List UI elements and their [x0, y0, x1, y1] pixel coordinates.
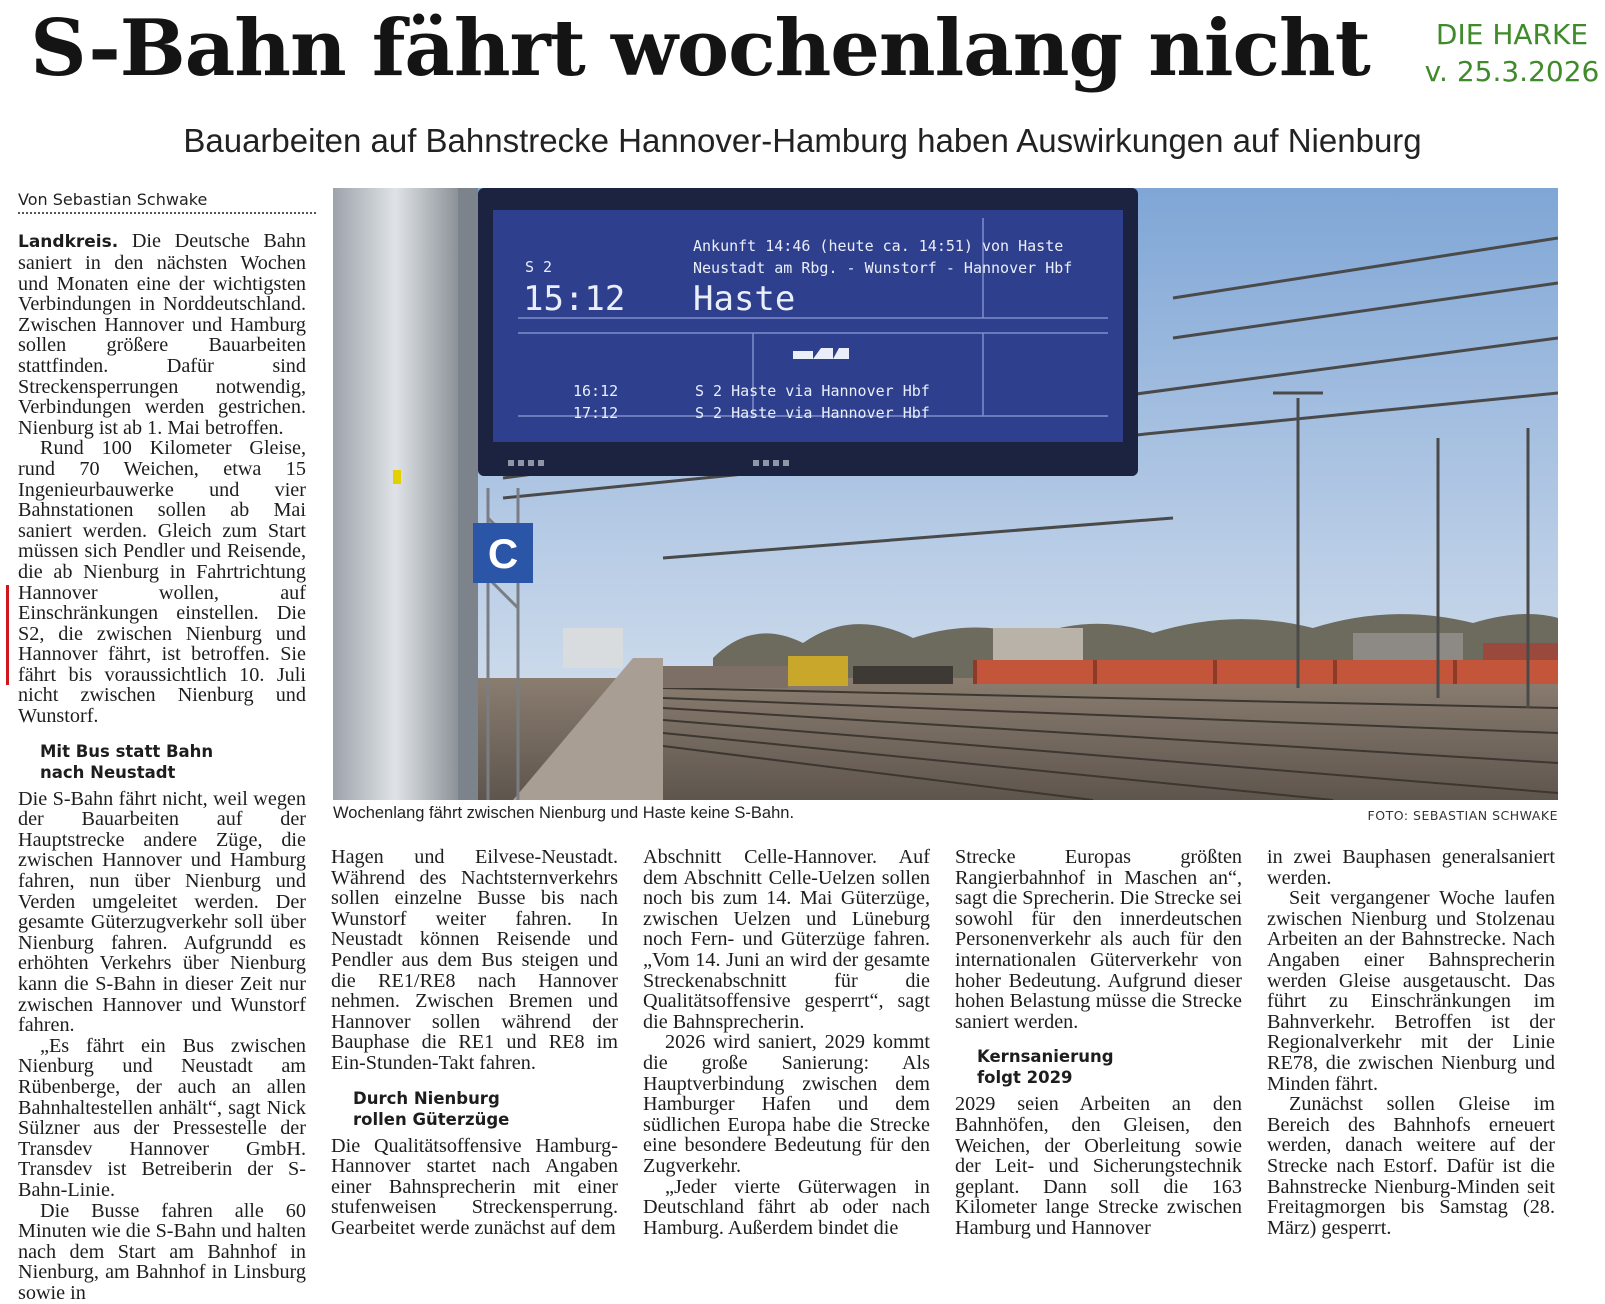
column-1	[18, 231, 306, 1304]
subheadline: Bauarbeiten auf Bahnstrecke Hannover-Hamburg haben Auswirkungen auf Nienburg	[183, 122, 1422, 159]
paragraph: Strecke Europas größten Rangierbahnhof in Maschen an“, sagt die Sprecherin. Die Strecke sei sowohl für den innerdeutschen Personenverkehr als auch für den internationalen Güterverkehr von hoher Bedeutung. Aufgrund dieser hohen Belastung müsse die Strecke saniert werden.	[955, 846, 1243, 1033]
board-destination: Haste	[693, 279, 796, 319]
source-label	[1422, 16, 1602, 90]
subheading: Durch Nienburg rollen Güterzüge	[353, 1088, 510, 1129]
board-info-2: Neustadt am Rbg. - Wunstorf - Hannover Hbf	[693, 259, 1073, 277]
paragraph: Abschnitt Celle-Hannover. Auf dem Abschnitt Celle-Uelzen sollen noch bis zum 14. Mai Güterzüge, zwischen Uelzen und Lüneburg noch Fern- und Güterzüge fahren. „Vom 14. Juni an wird der gesamte Streckenabschnitt für die Qualitätsoffensive gesperrt“, sagt die Bahnsprecherin.	[643, 846, 930, 1033]
board-next-text-1: S 2 Haste via Hannover Hbf	[695, 382, 930, 400]
paragraph: Die S-Bahn fährt nicht, weil wegen der Bauarbeiten auf der Hauptstrecke andere Züge, die zwischen Hannover und Hamburg fahren, nun über Nienburg und Verden umgeleitet werden. Der gesamte Güterzugverkehr soll über Nienburg fahren. Aufgrundd es erhöhten Verkehrs über Nienburg kann die S-Bahn in dieser Zeit nur zwischen Hannover und Wunstorf fahren.	[18, 787, 306, 1037]
article-photo	[333, 188, 1558, 800]
subheading: Kernsanierung folgt 2029	[977, 1047, 1114, 1088]
paragraph: Seit vergangener Woche laufen zwischen Nienburg und Stolzenau Arbeiten an der Bahnstrecke. Nach Angaben einer Bahnsprecherin werden Gleise ausgetauscht. Das führt zu Einschränkungen im Bahnverkehr. Betroffen ist der Regionalverkehr mit der Linie RE78, die zwischen Nienburg und Minden fährt.	[1267, 887, 1555, 1095]
photo-credit: FOTO: SEBASTIAN SCHWAKE	[1367, 808, 1558, 823]
column-3	[643, 847, 930, 1238]
kicker: Landkreis.	[18, 232, 119, 252]
board-next-time-2: 17:12	[573, 404, 619, 422]
column-5	[1267, 847, 1555, 1238]
paragraph: „Es fährt ein Bus zwischen Nienburg und Neustadt am Rübenberge, der auch an allen Bahnhaltestellen anhält“, sagt Nick Sülzner aus der Pressestelle der Transdev Hannover GmbH. Transdev ist Betreiberin der S-Bahn-Linie.	[18, 1034, 306, 1201]
board-next-time-1: 16:12	[573, 382, 619, 400]
subheading: Mit Bus statt Bahn nach Neustadt	[40, 741, 214, 782]
paragraph: in zwei Bauphasen generalsaniert werden.	[1267, 846, 1555, 889]
paragraph: Hagen und Eilvese-Neustadt. Während des Nachtsternverkehrs sollen einzelne Busse bis nach Wunstorf weiter fahren. In Neustadt können Reisende und Pendler aus dem Bus steigen und die RE1/RE8 nach Hannover nehmen. Zwischen Bremen und Hannover sollen während der Bauphase die RE1 und RE8 im Ein-Stunden-Takt fahren.	[331, 846, 618, 1074]
paragraph: Zunächst sollen Gleise im Bereich des Bahnhofs erneuert werden, danach weitere auf der Strecke nach Estorf. Dafür ist die Bahnstrecke Nienburg-Minden seit Freitagmorgen bis Samstag (28. März) gesperrt.	[1267, 1093, 1555, 1239]
column-2	[331, 847, 618, 1239]
paragraph: Die Qualitätsoffensive Hamburg-Hannover startet nach Angaben einer Bahnsprecherin mit einer stufenweisen Streckensperrung. Gearbeitet werde zunächst auf dem	[331, 1134, 618, 1239]
headline: S-Bahn fährt wochenlang nicht	[30, 3, 1370, 94]
paragraph: 2026 wird saniert, 2029 kommt die große Sanierung: Als Hauptverbindung zwischen dem Hamburger Hafen und dem südlichen Europa habe die Strecke eine besondere Bedeutung für den Zugverkehr.	[643, 1031, 930, 1177]
paragraph: 2029 seien Arbeiten an den Bahnhöfen, den Gleisen, den Weichen, der Oberleitung sowie der Leit- und Sicherungstechnik geplant. Dann soll die 163 Kilometer lange Strecke zwischen Hamburg und Hannover	[955, 1093, 1242, 1239]
margin-marker	[6, 585, 9, 685]
byline: Von Sebastian Schwake	[18, 190, 316, 214]
paragraph: Die Busse fahren alle 60 Minuten wie die S-Bahn und halten nach dem Start am Bahnhof in Nienburg, am Bahnhof in Linsburg sowie in	[18, 1199, 306, 1304]
board-info-1: Ankunft 14:46 (heute ca. 14:51) von Haste	[693, 237, 1064, 255]
photo-caption: Wochenlang fährt zwischen Nienburg und Haste keine S-Bahn.	[333, 804, 795, 822]
column-4	[955, 847, 1242, 1239]
board-line: S 2	[525, 258, 553, 276]
station-sign-letter: C	[487, 530, 519, 577]
paragraph: Landkreis. Die Deutsche Bahn saniert in den nächsten Wochen und Monaten eine der wichtigsten Verbindungen in Norddeutschland. Zwischen Hannover und Hamburg sollen größere Bauarbeiten stattfinden. Dafür sind Streckensperrungen notwendig, Verbindungen werden gestrichen. Nienburg ist ab 1. Mai betroffen.	[18, 230, 306, 439]
source-name: DIE HARKE	[1435, 18, 1589, 51]
board-time: 15:12	[523, 279, 626, 319]
paragraph: „Jeder vierte Güterwagen in Deutschland fährt ab oder nach Hamburg. Außerdem bindet die	[643, 1175, 930, 1239]
source-date: v. 25.3.2026	[1424, 55, 1600, 88]
board-next-text-2: S 2 Haste via Hannover Hbf	[695, 404, 930, 422]
paragraph: Rund 100 Kilometer Gleise, rund 70 Weichen, etwa 15 Ingenieurbauwerke und vier Bahnstationen sollen ab Mai saniert werden. Gleich zum Start müssen sich Pendler und Reisende, die ab Nienburg in Fahrtrichtung Hannover wollen, auf Einschränkungen einstellen. Die S2, die zwischen Nienburg und Hannover fährt, ist betroffen. Sie fährt bis voraussichtlich 10. Juli nicht zwischen Nienburg und Wunstorf.	[18, 437, 306, 728]
station-photo	[333, 188, 1558, 800]
